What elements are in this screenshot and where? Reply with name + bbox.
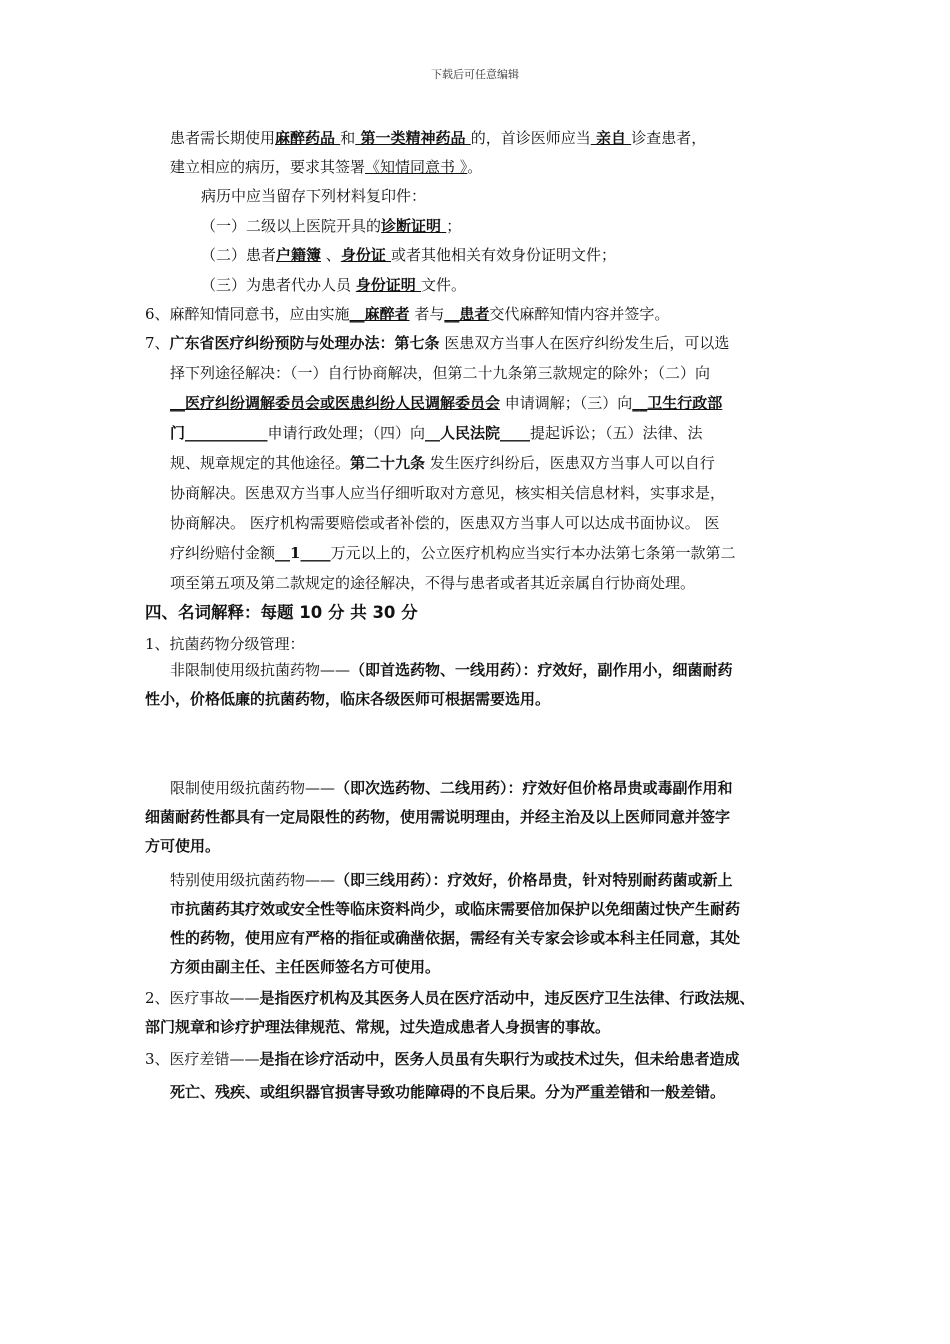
blank-health-admin-dept: __卫生行政部 [632, 394, 723, 412]
text: 建立相应的病历，要求其签署 [170, 158, 366, 176]
regulation-title: 广东省医疗纠纷预防与处理办法：第七条 [169, 334, 440, 352]
question-7-line-6: 协商解决。医患双方当事人应当仔细听取对方意见，核实相关信息材料，实事求是， [170, 484, 726, 502]
question-6 [145, 304, 669, 324]
blank-anesthetist: __麻醉者 [349, 305, 410, 323]
term-1-para-2-line-3: 方可使用。 [145, 837, 221, 855]
blank-consent-form: 《知情同意书 》 [365, 158, 468, 176]
blank-patient: __患者 [444, 305, 490, 323]
text: ； [446, 217, 462, 235]
term-1-para-3-line-2: 市抗菌药其疗效或安全性等临床资料尚少，或临床需要倍加保护以免细菌过快产生耐药 [170, 900, 741, 918]
question-7-line-7: 协商解决。 医疗机构需要赔偿或者补偿的，医患双方当事人可以达成书面协议。 医 [170, 514, 720, 532]
text: 者与 [409, 305, 445, 323]
text: 万元以上的，公立医疗机构应当实行本办法第七条第一款第二 [330, 544, 736, 562]
text: 、 [321, 246, 341, 264]
term-1-para-1-line-1 [170, 660, 733, 680]
text: （三）为患者代办人员 [201, 276, 356, 294]
blank-dept-cont: 门___________ [170, 424, 268, 442]
text: 非限制使用级抗菌药物—— [170, 661, 351, 679]
text-bold: （即首选药物、一线用药）：疗效好，副作用小，细菌耐药 [350, 661, 733, 679]
list-item-3 [201, 275, 466, 295]
term-3-line-2: 死亡、残疾、或组织器官损害导致功能障碍的不良后果。分为严重差错和一般差错。 [170, 1083, 726, 1101]
blank-id-card: 身份证 [340, 246, 392, 264]
text: 7、 [145, 334, 170, 352]
blank-identity-proof: 身份证明 [355, 276, 422, 294]
text: 疗纠纷赔付金额 [170, 544, 276, 562]
text: 或者其他相关有效身份证明文件； [391, 246, 617, 264]
blank-diagnosis-certificate: 诊断证明 [381, 217, 447, 235]
blank-anesthetic-drugs: 麻醉药品 [275, 129, 341, 147]
text: 提起诉讼；（五）法律、法 [530, 424, 703, 442]
text: 。 [467, 158, 483, 176]
text: 规、规章规定的其他途径。 [170, 454, 351, 472]
text: 发生医疗纠纷后，医患双方当事人可以自行 [425, 454, 715, 472]
text: 特别使用级抗菌药物—— [170, 871, 336, 889]
consent-paragraph-line-2 [170, 157, 482, 177]
question-7-line-4 [170, 423, 703, 443]
text: 文件。 [421, 276, 467, 294]
text: 申请调解；（三）向 [500, 394, 633, 412]
text: 3、医疗差错—— [145, 1050, 260, 1068]
term-2-line-2: 部门规章和诊疗护理法律规范、常规，过失造成患者人身损害的事故。 [145, 1018, 611, 1036]
text: 诊查患者， [631, 129, 707, 147]
records-paragraph: 病历中应当留存下列材料复印件： [201, 187, 427, 205]
blank-peoples-court: __人民法院____ [425, 424, 531, 442]
blank-in-person: 亲自 [590, 129, 632, 147]
text-bold: 是指医疗机构及其医务人员在医疗活动中，违反医疗卫生法律、行政法规、 [259, 989, 755, 1007]
text: 申请行政处理；（四）向 [267, 424, 426, 442]
term-1-para-3-line-4: 方须由副主任、主任医师签名方可使用。 [170, 958, 441, 976]
list-item-2 [201, 245, 616, 265]
text: 限制使用级抗菌药物—— [170, 779, 336, 797]
term-1-para-3-line-3: 性的药物，使用应有严格的指征或确凿依据，需经有关专家会诊或本科主任同意，其处 [170, 929, 741, 947]
blank-household-register: 户籍簿 [276, 246, 322, 264]
text-bold: （即三线用药）：疗效好，价格昂贵，针对特别耐药菌或新上 [335, 871, 733, 889]
question-7-line-9: 项至第五项及第二款规定的途径解决，不得与患者或者其近亲属自行协商处理。 [170, 574, 696, 592]
term-1-para-2-line-2: 细菌耐药性都具有一定局限性的药物，使用需说明理由，并经主治及以上医师同意并签字 [145, 808, 731, 826]
term-1-para-3-line-1 [170, 870, 733, 890]
term-3-line-1 [145, 1049, 740, 1069]
text: 交代麻醉知情内容并签字。 [489, 305, 670, 323]
page-header-note: 下载后可任意编辑 [431, 68, 519, 81]
text: 6、麻醉知情同意书，应由实施 [145, 305, 350, 323]
question-7-line-3 [170, 393, 722, 413]
article-29-label: 第二十九条 [350, 454, 426, 472]
text-bold: 是指在诊疗活动中，医务人员虽有失职行为或技术过失，但未给患者造成 [259, 1050, 740, 1068]
section-4-title: 四、名词解释：每题 10 分 共 30 分 [145, 603, 418, 622]
consent-paragraph-line-1 [170, 128, 706, 148]
text: 的，首诊医师应当 [470, 129, 591, 147]
text: （二）患者 [201, 246, 277, 264]
text: 患者需长期使用 [170, 129, 276, 147]
blank-mediation-committee: __医疗纠纷调解委员会或医患纠纷人民调解委员会 [170, 394, 501, 412]
blank-class1-psychotropic: 第一类精神药品 [355, 129, 471, 147]
text: 2、医疗事故—— [145, 989, 260, 1007]
text: 和 [340, 129, 356, 147]
question-7-line-2: 择下列途径解决：（一）自行协商解决，但第二十九条第三款规定的除外；（二）向 [170, 364, 711, 382]
text: 医患双方当事人在医疗纠纷发生后，可以选 [439, 334, 730, 352]
text-bold: （即次选药物、二线用药）：疗效好但价格昂贵或毒副作用和 [335, 779, 733, 797]
term-2-line-1 [145, 988, 755, 1008]
term-1-heading: 1、抗菌药物分级管理： [145, 635, 305, 653]
text: （一）二级以上医院开具的 [201, 217, 382, 235]
question-7-line-1 [145, 333, 729, 353]
question-7-line-8 [170, 543, 735, 563]
blank-amount: __1____ [275, 544, 331, 562]
list-item-1 [201, 216, 461, 236]
term-1-para-2-line-1 [170, 778, 733, 798]
question-7-line-5 [170, 453, 715, 473]
term-1-para-1-line-2: 性小，价格低廉的抗菌药物，临床各级医师可根据需要选用。 [145, 690, 551, 708]
